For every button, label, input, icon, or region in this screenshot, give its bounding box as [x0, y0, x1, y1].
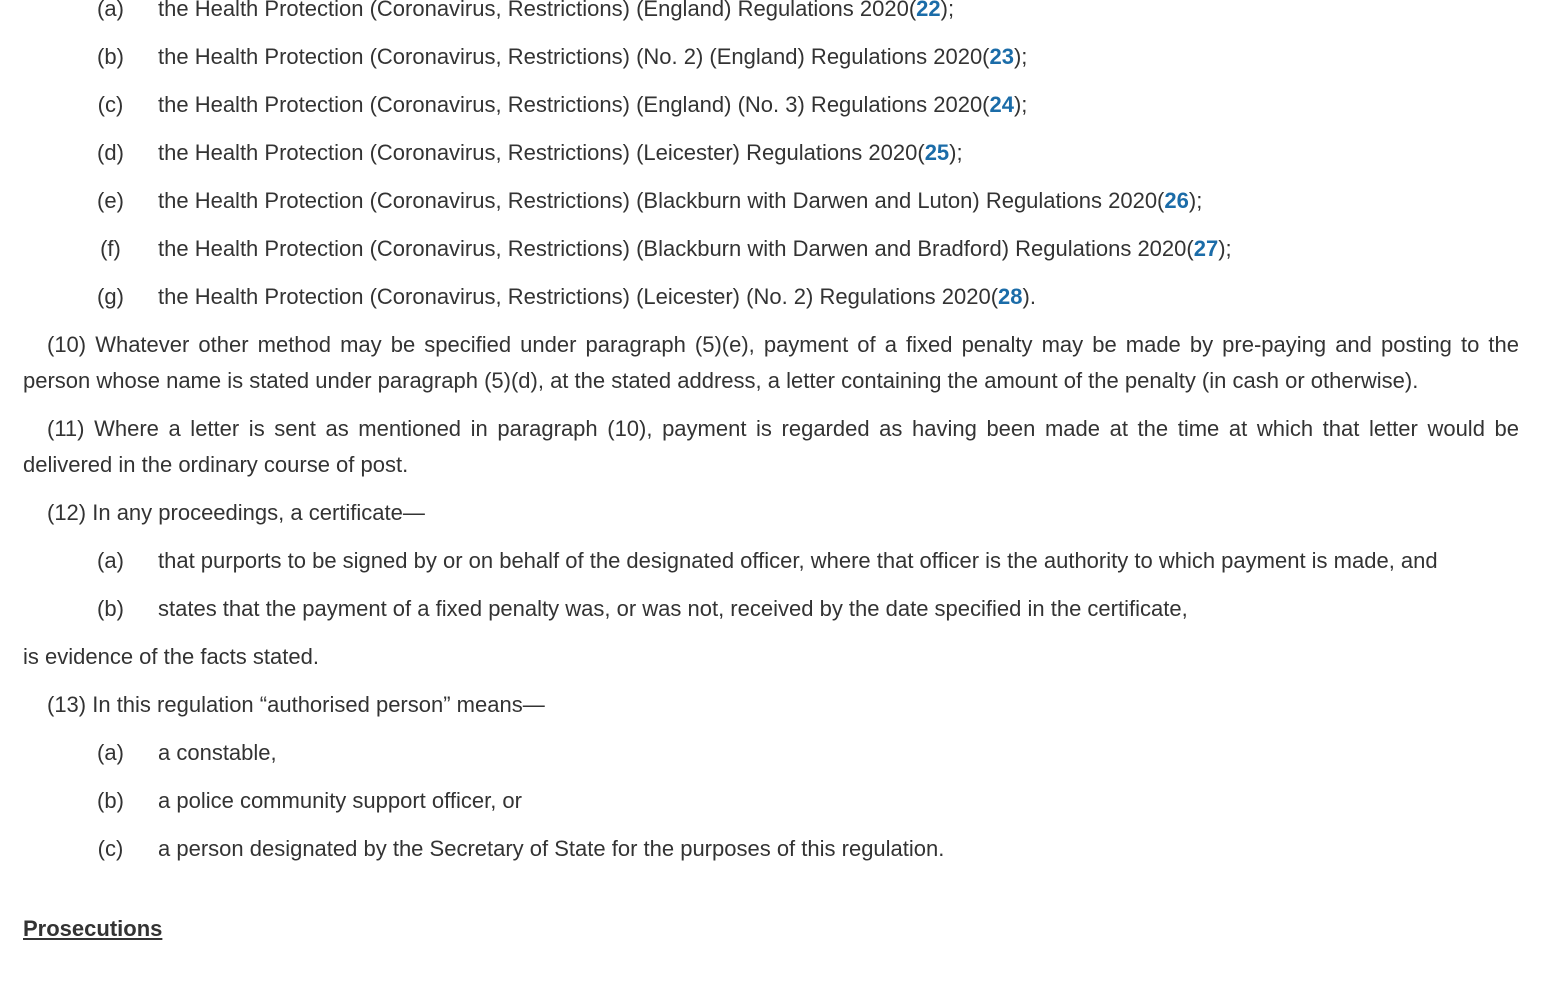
list-item: [23, 183, 1519, 219]
certificate-list: [23, 543, 1519, 627]
section-heading: Prosecutions: [23, 916, 163, 941]
item-label: (b): [97, 788, 124, 813]
item-label: (c): [97, 836, 124, 861]
item-text: the Health Protection (Coronavirus, Restrictions) (Leicester) Regulations 2020(: [158, 140, 925, 165]
item-label: (f): [100, 236, 121, 261]
item-label: (a): [97, 548, 124, 573]
item-text: the Health Protection (Coronavirus, Restrictions) (No. 2) (England) Regulations 2020(: [158, 44, 990, 69]
item-label: (a): [97, 0, 124, 21]
item-label: (c): [97, 92, 124, 117]
paragraph-10: (10) Whatever other method may be specified under paragraph (5)(e), payment of a fixed penalty may be made by pre-paying and posting to the person whose name is stated under paragraph (5)(d), at the stated address, a letter containing the amount of the penalty (in cash or otherwise).: [23, 332, 1519, 393]
item-text: that purports to be signed by or on behalf of the designated officer, where that officer is the authority to which payment is made, and: [158, 548, 1438, 573]
authorised-person-list: [23, 735, 1519, 867]
footnote-link-26[interactable]: 26: [1164, 188, 1189, 213]
item-text: states that the payment of a fixed penalty was, or was not, received by the date specified in the certificate,: [158, 596, 1188, 621]
list-item: [23, 279, 1519, 315]
list-item: [23, 783, 1519, 819]
item-text: the Health Protection (Coronavirus, Restrictions) (England) Regulations 2020(: [158, 0, 917, 21]
item-end: );: [940, 0, 955, 21]
legislation-document: [23, 0, 1519, 947]
list-item: [23, 0, 1519, 27]
item-label: (a): [97, 740, 124, 765]
footnote-link-24[interactable]: 24: [989, 92, 1014, 117]
paragraph-12-tail: is evidence of the facts stated.: [23, 644, 319, 669]
item-text: the Health Protection (Coronavirus, Restrictions) (Blackburn with Darwen and Luton) Regulations 2020(: [158, 188, 1165, 213]
list-item: [23, 543, 1519, 579]
regulations-list: [23, 0, 1519, 315]
footnote-link-28[interactable]: 28: [998, 284, 1023, 309]
footnote-link-22[interactable]: 22: [916, 0, 941, 21]
list-item: [23, 87, 1519, 123]
list-item: [23, 831, 1519, 867]
item-end: );: [1013, 44, 1028, 69]
item-label: (d): [97, 140, 124, 165]
item-text: a constable,: [158, 740, 277, 765]
item-end: );: [1013, 92, 1028, 117]
item-end: );: [1188, 188, 1203, 213]
list-item: [23, 135, 1519, 171]
item-label: (b): [97, 596, 124, 621]
item-label: (b): [97, 44, 124, 69]
item-end: );: [949, 140, 963, 165]
list-item: [23, 231, 1519, 267]
item-end: );: [1218, 236, 1232, 261]
list-item: [23, 591, 1519, 627]
paragraph-11: (11) Where a letter is sent as mentioned in paragraph (10), payment is regarded as having been made at the time at which that letter would be delivered in the ordinary course of post.: [23, 416, 1519, 477]
paragraph-13: (13) In this regulation “authorised person” means—: [47, 692, 545, 717]
item-label: (e): [97, 188, 124, 213]
footnote-link-27[interactable]: 27: [1193, 236, 1219, 261]
paragraph-12: (12) In any proceedings, a certificate—: [47, 500, 425, 525]
item-text: a person designated by the Secretary of State for the purposes of this regulation.: [158, 836, 945, 861]
item-text: a police community support officer, or: [158, 788, 522, 813]
list-item: [23, 39, 1519, 75]
item-end: ).: [1022, 284, 1036, 309]
item-label: (g): [97, 284, 124, 309]
item-text: the Health Protection (Coronavirus, Restrictions) (Blackburn with Darwen and Bradford) Regulations 2020(: [158, 236, 1194, 261]
footnote-link-23[interactable]: 23: [989, 44, 1014, 69]
item-text: the Health Protection (Coronavirus, Restrictions) (Leicester) (No. 2) Regulations 2020(: [158, 284, 999, 309]
list-item: [23, 735, 1519, 771]
footnote-link-25[interactable]: 25: [924, 140, 950, 165]
item-text: the Health Protection (Coronavirus, Restrictions) (England) (No. 3) Regulations 2020(: [158, 92, 990, 117]
